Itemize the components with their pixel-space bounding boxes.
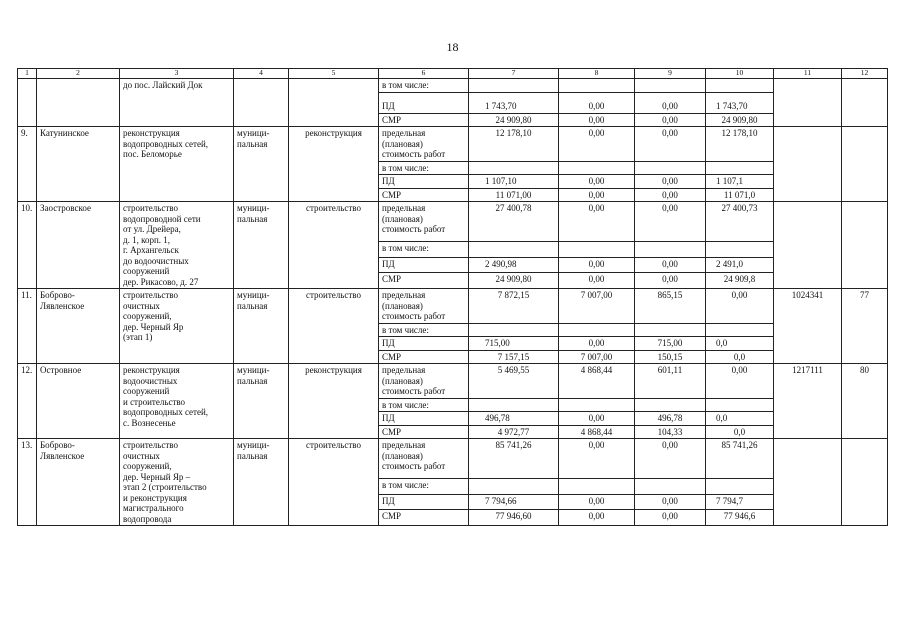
object-name: строительство очистных сооружений, дер. Черный Яр – этап 2 (строительство и реконструкция магистрального водопровода bbox=[120, 439, 234, 526]
row-number: 10. bbox=[18, 202, 37, 289]
pd-label: ПД bbox=[379, 92, 469, 113]
value-cell: 0,0 bbox=[706, 337, 774, 351]
value-cell bbox=[559, 79, 635, 93]
value-cell bbox=[706, 161, 774, 175]
value-cell: 496,78 bbox=[469, 412, 559, 426]
value-cell bbox=[635, 242, 706, 258]
header-cell: 5 bbox=[289, 69, 379, 79]
value-cell: 0,00 bbox=[706, 364, 774, 399]
value-cell: 0,00 bbox=[559, 337, 635, 351]
ownership: муници- пальная bbox=[234, 439, 289, 526]
table-row bbox=[18, 439, 888, 479]
row-number: 13. bbox=[18, 439, 37, 526]
pd-label: ПД bbox=[379, 412, 469, 426]
value-cell: 0,00 bbox=[559, 494, 635, 510]
value-cell: 1 107,10 bbox=[469, 175, 559, 189]
value-cell bbox=[469, 161, 559, 175]
value-cell: 27 400,78 bbox=[469, 202, 559, 242]
objects-table bbox=[17, 68, 888, 526]
header-cell: 12 bbox=[842, 69, 888, 79]
value-cell: 0,00 bbox=[559, 113, 635, 127]
value-cell: 0,00 bbox=[635, 113, 706, 127]
value-cell bbox=[635, 398, 706, 412]
work-type: реконструкция bbox=[289, 364, 379, 439]
count-cell: 77 bbox=[842, 289, 888, 364]
count-cell bbox=[842, 439, 888, 526]
ownership: муници- пальная bbox=[234, 289, 289, 364]
municipality: Катунинское bbox=[37, 127, 120, 202]
cost-label: предельная (плановая) стоимость работ bbox=[379, 289, 469, 324]
header-cell: 2 bbox=[37, 69, 120, 79]
value-cell: 85 741,26 bbox=[706, 439, 774, 479]
count-cell bbox=[842, 202, 888, 289]
object-name: строительство очистных сооружений, дер. Черный Яр (этап 1) bbox=[120, 289, 234, 364]
value-cell: 0,00 bbox=[559, 273, 635, 289]
table-row bbox=[18, 289, 888, 324]
value-cell: 0,00 bbox=[706, 289, 774, 324]
value-cell bbox=[559, 242, 635, 258]
municipality bbox=[37, 79, 120, 127]
table-row bbox=[18, 127, 888, 162]
smr-label: СМР bbox=[379, 113, 469, 127]
object-name: реконструкция водопроводных сетей, пос. Беломорье bbox=[120, 127, 234, 202]
value-cell bbox=[559, 323, 635, 337]
object-name: до пос. Лайский Док bbox=[120, 79, 234, 127]
incl-label: в том числе: bbox=[379, 323, 469, 337]
cost-label: предельная (плановая) стоимость работ bbox=[379, 439, 469, 479]
value-cell: 0,0 bbox=[706, 412, 774, 426]
value-cell: 0,00 bbox=[635, 494, 706, 510]
value-cell: 0,00 bbox=[559, 202, 635, 242]
value-cell: 4 868,44 bbox=[559, 364, 635, 399]
pd-label: ПД bbox=[379, 257, 469, 273]
value-cell bbox=[706, 323, 774, 337]
value-cell: 85 741,26 bbox=[469, 439, 559, 479]
code-cell bbox=[774, 127, 842, 202]
value-cell: 0,00 bbox=[559, 127, 635, 162]
count-cell bbox=[842, 79, 888, 127]
table-row bbox=[18, 364, 888, 399]
header-cell: 7 bbox=[469, 69, 559, 79]
code-cell: 1024341 bbox=[774, 289, 842, 364]
value-cell: 12 178,10 bbox=[469, 127, 559, 162]
smr-label: СМР bbox=[379, 273, 469, 289]
pd-label: ПД bbox=[379, 494, 469, 510]
municipality: Заостровское bbox=[37, 202, 120, 289]
value-cell: 0,00 bbox=[635, 510, 706, 526]
value-cell: 715,00 bbox=[469, 337, 559, 351]
value-cell: 7 157,15 bbox=[469, 350, 559, 364]
value-cell: 1 743,70 bbox=[706, 92, 774, 113]
value-cell bbox=[469, 323, 559, 337]
value-cell: 1 743,70 bbox=[469, 92, 559, 113]
value-cell: 24 909,8 bbox=[706, 273, 774, 289]
incl-label: в том числе: bbox=[379, 79, 469, 93]
value-cell bbox=[469, 398, 559, 412]
table-row bbox=[18, 79, 888, 93]
value-cell: 0,00 bbox=[635, 202, 706, 242]
value-cell bbox=[706, 398, 774, 412]
value-cell: 0,00 bbox=[559, 175, 635, 189]
value-cell: 7 007,00 bbox=[559, 289, 635, 324]
header-cell: 6 bbox=[379, 69, 469, 79]
header-cell: 3 bbox=[120, 69, 234, 79]
value-cell bbox=[635, 79, 706, 93]
value-cell bbox=[469, 242, 559, 258]
work-type: строительство bbox=[289, 202, 379, 289]
row-number: 9. bbox=[18, 127, 37, 202]
pd-label: ПД bbox=[379, 175, 469, 189]
count-cell bbox=[842, 127, 888, 202]
value-cell: 7 794,66 bbox=[469, 494, 559, 510]
value-cell bbox=[706, 79, 774, 93]
ownership bbox=[234, 79, 289, 127]
value-cell bbox=[469, 479, 559, 495]
value-cell: 865,15 bbox=[635, 289, 706, 324]
code-cell bbox=[774, 439, 842, 526]
incl-label: в том числе: bbox=[379, 398, 469, 412]
value-cell: 24 909,80 bbox=[706, 113, 774, 127]
municipality: Островное bbox=[37, 364, 120, 439]
header-cell: 1 bbox=[18, 69, 37, 79]
value-cell: 1 107,1 bbox=[706, 175, 774, 189]
count-cell: 80 bbox=[842, 364, 888, 439]
value-cell: 7 872,15 bbox=[469, 289, 559, 324]
code-cell: 1217111 bbox=[774, 364, 842, 439]
cost-label: предельная (плановая) стоимость работ bbox=[379, 127, 469, 162]
value-cell: 0,00 bbox=[635, 439, 706, 479]
value-cell bbox=[559, 479, 635, 495]
incl-label: в том числе: bbox=[379, 479, 469, 495]
cost-label: предельная (плановая) стоимость работ bbox=[379, 364, 469, 399]
page-number: 18 bbox=[446, 40, 459, 54]
value-cell bbox=[635, 323, 706, 337]
value-cell bbox=[706, 242, 774, 258]
code-cell bbox=[774, 202, 842, 289]
ownership: муници- пальная bbox=[234, 127, 289, 202]
header-cell: 9 bbox=[635, 69, 706, 79]
value-cell: 0,00 bbox=[635, 257, 706, 273]
value-cell: 24 909,80 bbox=[469, 273, 559, 289]
value-cell bbox=[635, 479, 706, 495]
smr-label: СМР bbox=[379, 188, 469, 202]
value-cell: 0,00 bbox=[635, 175, 706, 189]
value-cell: 0,00 bbox=[559, 510, 635, 526]
value-cell: 0,0 bbox=[706, 425, 774, 439]
row-number bbox=[18, 79, 37, 127]
value-cell: 5 469,55 bbox=[469, 364, 559, 399]
value-cell: 77 946,6 bbox=[706, 510, 774, 526]
value-cell: 0,00 bbox=[559, 257, 635, 273]
header-cell: 11 bbox=[774, 69, 842, 79]
column-number-row bbox=[18, 69, 888, 79]
value-cell: 0,00 bbox=[559, 439, 635, 479]
value-cell: 150,15 bbox=[635, 350, 706, 364]
value-cell: 2 491,0 bbox=[706, 257, 774, 273]
municipality: Боброво- Лявленское bbox=[37, 289, 120, 364]
header-cell: 8 bbox=[559, 69, 635, 79]
ownership: муници- пальная bbox=[234, 202, 289, 289]
incl-label: в том числе: bbox=[379, 242, 469, 258]
value-cell: 496,78 bbox=[635, 412, 706, 426]
value-cell bbox=[706, 479, 774, 495]
work-type: реконструкция bbox=[289, 127, 379, 202]
table-row bbox=[18, 202, 888, 242]
code-cell bbox=[774, 79, 842, 127]
work-type: строительство bbox=[289, 289, 379, 364]
cost-label: предельная (плановая) стоимость работ bbox=[379, 202, 469, 242]
value-cell: 11 071,0 bbox=[706, 188, 774, 202]
value-cell bbox=[559, 161, 635, 175]
ownership: муници- пальная bbox=[234, 364, 289, 439]
object-name: реконструкция водоочистных сооружений и строительство водопроводных сетей, с. Вознесенье bbox=[120, 364, 234, 439]
work-type bbox=[289, 79, 379, 127]
value-cell: 0,00 bbox=[635, 188, 706, 202]
value-cell: 12 178,10 bbox=[706, 127, 774, 162]
smr-label: СМР bbox=[379, 510, 469, 526]
smr-label: СМР bbox=[379, 425, 469, 439]
value-cell bbox=[559, 398, 635, 412]
value-cell: 24 909,80 bbox=[469, 113, 559, 127]
value-cell: 4 868,44 bbox=[559, 425, 635, 439]
value-cell: 0,00 bbox=[559, 412, 635, 426]
value-cell bbox=[635, 161, 706, 175]
row-number: 11. bbox=[18, 289, 37, 364]
value-cell: 0,00 bbox=[635, 273, 706, 289]
smr-label: СМР bbox=[379, 350, 469, 364]
header-cell: 4 bbox=[234, 69, 289, 79]
value-cell: 0,00 bbox=[559, 92, 635, 113]
value-cell: 4 972,77 bbox=[469, 425, 559, 439]
municipality: Боброво- Лявленское bbox=[37, 439, 120, 526]
value-cell: 104,33 bbox=[635, 425, 706, 439]
value-cell: 0,00 bbox=[559, 188, 635, 202]
value-cell: 7 794,7 bbox=[706, 494, 774, 510]
value-cell: 2 490,98 bbox=[469, 257, 559, 273]
value-cell: 715,00 bbox=[635, 337, 706, 351]
value-cell: 601,11 bbox=[635, 364, 706, 399]
value-cell: 0,00 bbox=[635, 92, 706, 113]
incl-label: в том числе: bbox=[379, 161, 469, 175]
value-cell bbox=[469, 79, 559, 93]
header-cell: 10 bbox=[706, 69, 774, 79]
value-cell: 7 007,00 bbox=[559, 350, 635, 364]
work-type: строительство bbox=[289, 439, 379, 526]
value-cell: 27 400,73 bbox=[706, 202, 774, 242]
value-cell: 0,00 bbox=[635, 127, 706, 162]
row-number: 12. bbox=[18, 364, 37, 439]
object-name: строительство водопроводной сети от ул. Дрейера, д. 1, корп. 1, г. Архангельск до водоочистных сооружений дер. Рикасово, д. 27 bbox=[120, 202, 234, 289]
value-cell: 11 071,00 bbox=[469, 188, 559, 202]
value-cell: 0,0 bbox=[706, 350, 774, 364]
pd-label: ПД bbox=[379, 337, 469, 351]
value-cell: 77 946,60 bbox=[469, 510, 559, 526]
